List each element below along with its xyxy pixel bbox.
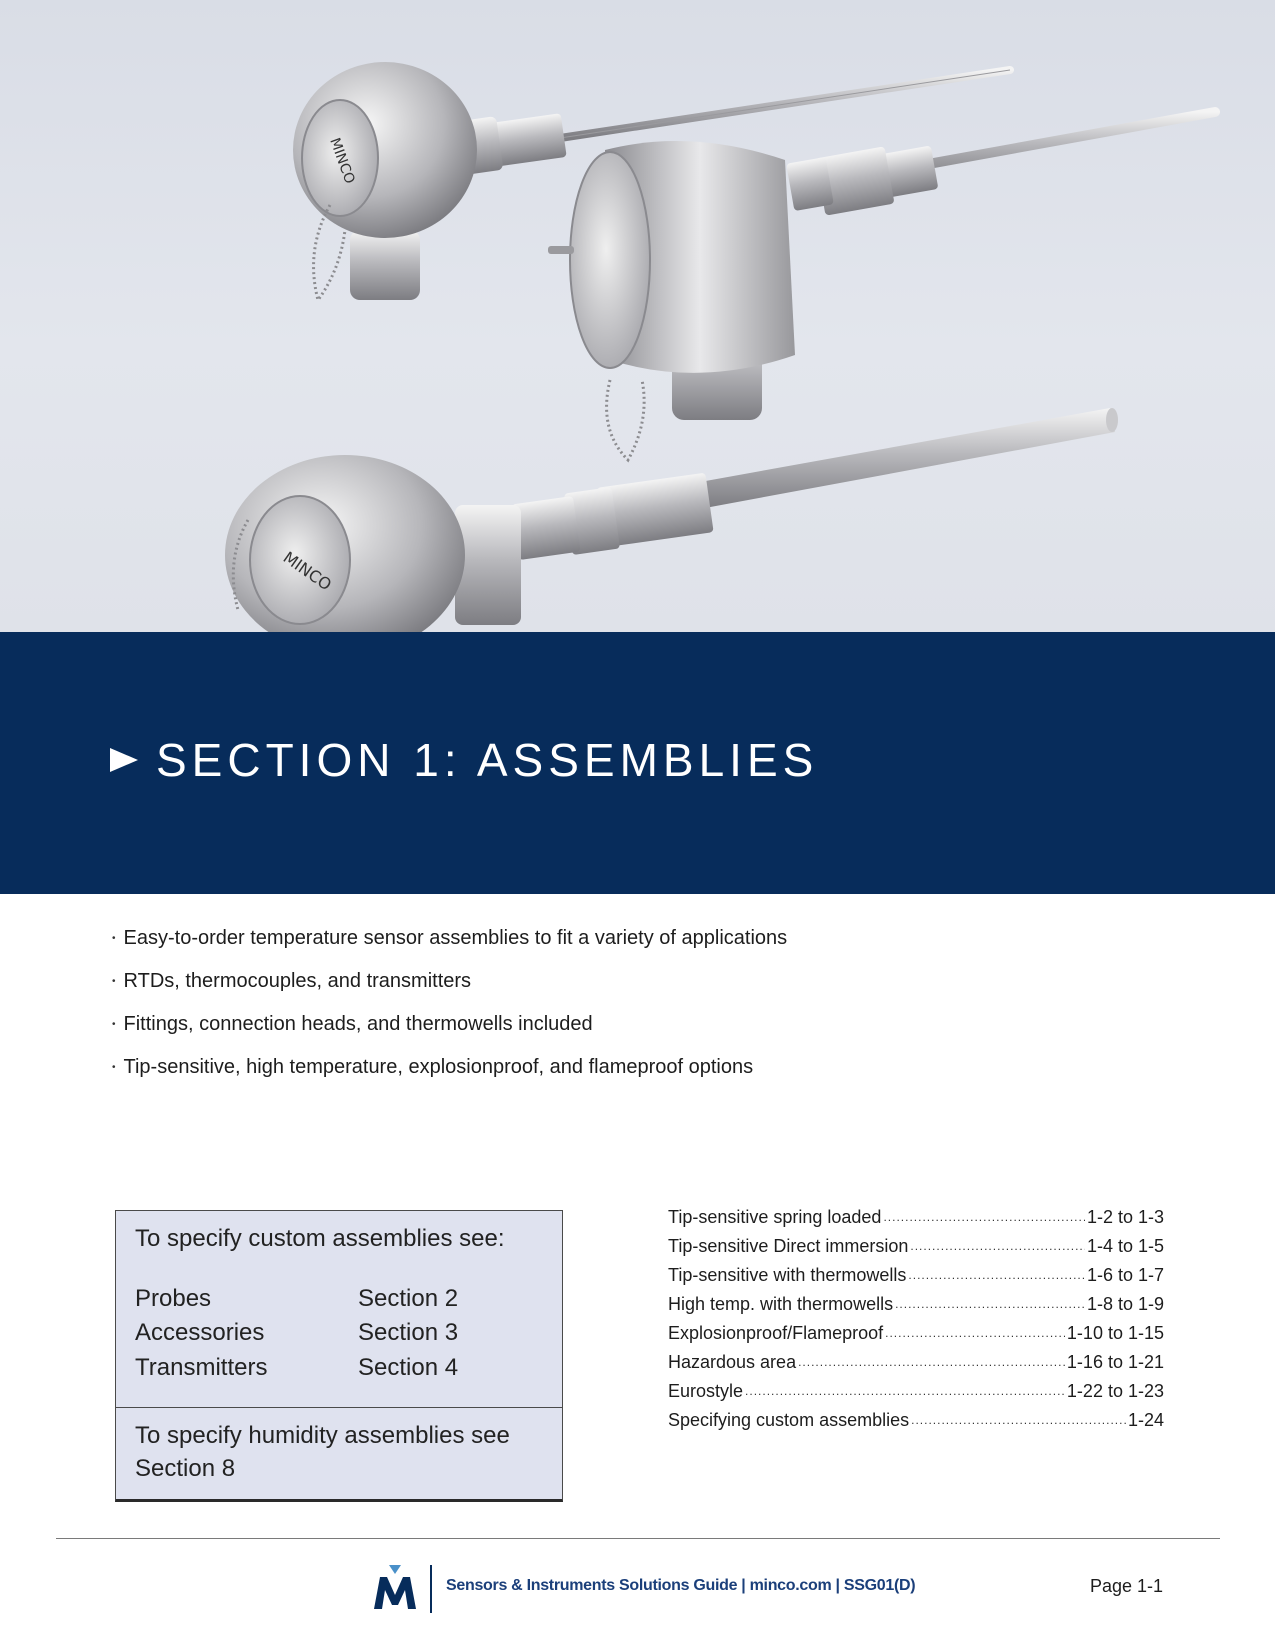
toc-label: Eurostyle xyxy=(668,1381,744,1401)
reference-row-accessories xyxy=(135,1319,555,1353)
bullet-icon: • xyxy=(112,976,116,987)
svg-text:MINCO: MINCO xyxy=(326,135,358,186)
toc-entry[interactable] xyxy=(668,1203,1164,1232)
table-of-contents xyxy=(668,1203,1164,1435)
toc-pages: 1-4 to 1-5 xyxy=(1086,1236,1164,1256)
feature-list xyxy=(112,917,1112,1089)
bullet-icon: • xyxy=(112,1019,116,1030)
toc-pages: 1-6 to 1-7 xyxy=(1086,1265,1164,1285)
triangle-marker-icon xyxy=(110,748,138,772)
toc-pages: 1-24 xyxy=(1127,1410,1164,1430)
toc-entry[interactable] xyxy=(668,1348,1164,1377)
reference-name: Probes xyxy=(135,1285,212,1312)
toc-entry[interactable] xyxy=(668,1406,1164,1435)
bullet-icon: • xyxy=(112,933,116,944)
toc-leader xyxy=(883,1203,1085,1232)
reference-row-transmitters xyxy=(135,1354,555,1388)
toc-pages: 1-8 to 1-9 xyxy=(1086,1294,1164,1314)
minco-logo-icon xyxy=(372,1565,418,1611)
feature-item: • Easy-to-order temperature sensor assemblies to fit a variety of applications xyxy=(112,917,1112,960)
toc-label: Explosionproof/Flameproof xyxy=(668,1323,884,1343)
sensor-assemblies-illustration xyxy=(0,0,1275,632)
toc-pages: 1-2 to 1-3 xyxy=(1086,1207,1164,1227)
toc-entry[interactable] xyxy=(668,1290,1164,1319)
toc-entry[interactable] xyxy=(668,1319,1164,1348)
toc-entry[interactable] xyxy=(668,1232,1164,1261)
toc-pages: 1-16 to 1-21 xyxy=(1066,1352,1164,1372)
custom-assemblies-box xyxy=(115,1210,563,1502)
toc-label: Tip-sensitive spring loaded xyxy=(668,1207,882,1227)
hero-photo xyxy=(0,0,1275,632)
humidity-note: To specify humidity assemblies see Section 8 xyxy=(135,1422,510,1482)
toc-leader xyxy=(745,1377,1065,1406)
reference-section: Section 2 xyxy=(358,1285,459,1312)
toc-leader xyxy=(911,1406,1126,1435)
section-heading xyxy=(110,730,818,790)
toc-label: Tip-sensitive Direct immersion xyxy=(668,1236,909,1256)
svg-text:MINCO: MINCO xyxy=(279,547,336,595)
toc-leader xyxy=(895,1290,1085,1319)
toc-leader xyxy=(798,1348,1065,1377)
section-title-text: SECTION 1: ASSEMBLIES xyxy=(156,734,819,786)
footer-rule xyxy=(56,1538,1220,1539)
page-number: Page 1-1 xyxy=(1089,1576,1163,1596)
toc-label: Hazardous area xyxy=(668,1352,797,1372)
toc-label: Tip-sensitive with thermowells xyxy=(668,1265,907,1285)
toc-pages: 1-10 to 1-15 xyxy=(1066,1323,1164,1343)
toc-pages: 1-22 to 1-23 xyxy=(1066,1381,1164,1401)
reference-name: Accessories xyxy=(135,1319,265,1346)
toc-entry[interactable] xyxy=(668,1377,1164,1406)
toc-label: High temp. with thermowells xyxy=(668,1294,894,1314)
toc-leader xyxy=(908,1261,1085,1290)
toc-leader xyxy=(885,1319,1065,1348)
reference-name: Transmitters xyxy=(135,1354,268,1381)
reference-section: Section 3 xyxy=(358,1319,459,1346)
feature-item: • Tip-sensitive, high temperature, explosionproof, and flameproof options xyxy=(112,1046,1112,1089)
custom-box-lead: To specify custom assemblies see: xyxy=(135,1225,505,1252)
footer-separator xyxy=(430,1565,432,1613)
toc-leader xyxy=(910,1232,1085,1261)
box-divider xyxy=(116,1407,562,1408)
toc-entry[interactable] xyxy=(668,1261,1164,1290)
feature-item: • RTDs, thermocouples, and transmitters xyxy=(112,960,1112,1003)
feature-item: • Fittings, connection heads, and thermowells included xyxy=(112,1003,1112,1046)
toc-label: Specifying custom assemblies xyxy=(668,1410,910,1430)
bullet-icon: • xyxy=(112,1062,116,1073)
assembly-bottom xyxy=(225,408,1118,632)
reference-row-probes xyxy=(135,1285,555,1319)
assembly-middle-right xyxy=(548,112,1215,460)
reference-section: Section 4 xyxy=(358,1354,459,1381)
footer-guide-text: Sensors & Instruments Solutions Guide | minco.com | SSG01(D) xyxy=(446,1577,916,1594)
